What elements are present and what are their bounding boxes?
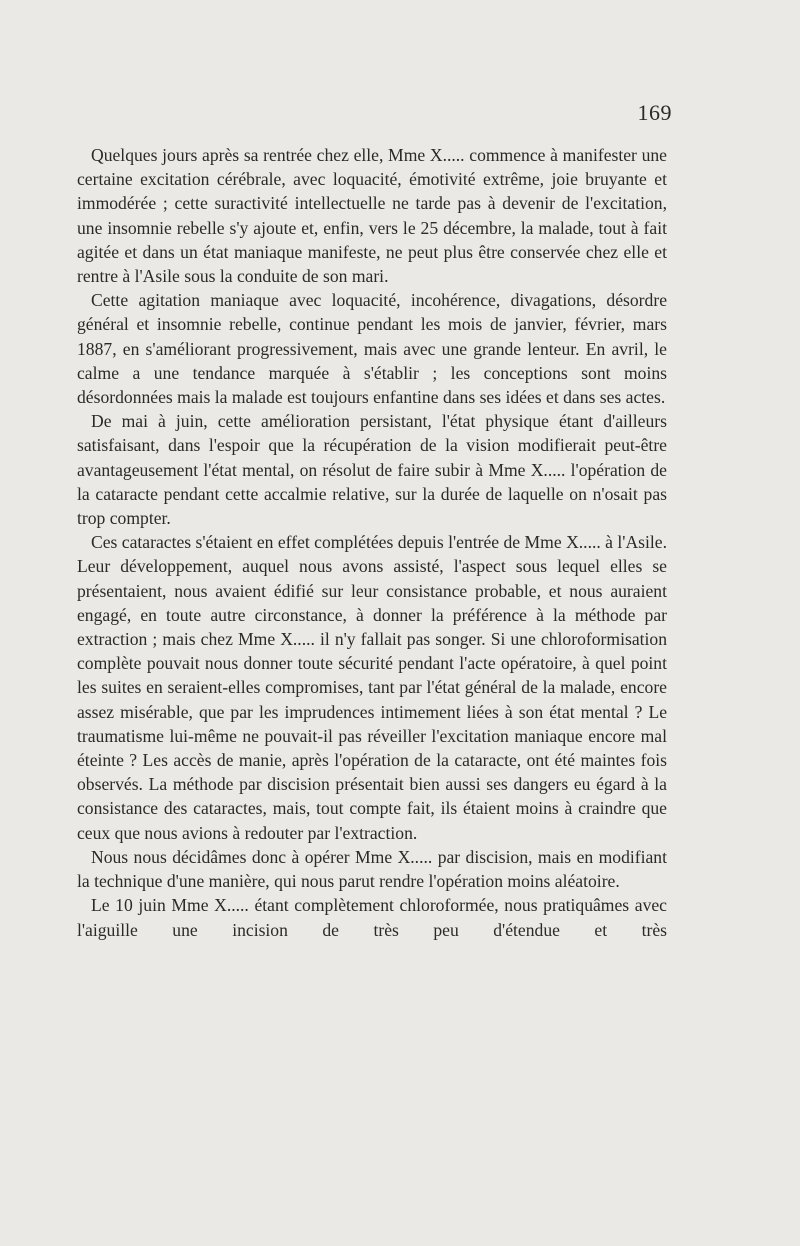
paragraph-5: Nous nous décidâmes donc à opérer Mme X..... par discision, mais en modifiant la technique d'une manière, qui nous parut rendre l'opération moins aléatoire.: [77, 846, 667, 892]
page-number: 169: [637, 100, 672, 125]
paragraph-2: Cette agitation maniaque avec loquacité, incohérence, divagations, désordre général et insomnie rebelle, continue pendant les mois de janvier, février, mars 1887, en s'améliorant progressivement, mais avec une grande lenteur. En avril, le calme a une tendance marquée à s'établir ; les conceptions sont moins désordonnées mais la malade est toujours enfantine dans ses idées et dans ses actes.: [77, 290, 667, 408]
body-text: [77, 143, 667, 942]
paragraph-3: De mai à juin, cette amélioration persistant, l'état physique étant d'ailleurs satisfaisant, dans l'espoir que la récupération de la vision modifierait peut-être avantageusement l'état mental, on résolut de faire subir à Mme X..... l'opération de la cataracte pendant cette accalmie relative, sur la durée de laquelle on n'osait pas trop compter.: [77, 411, 667, 529]
paragraph-6: Le 10 juin Mme X..... étant complètement chloroformée, nous pratiquâmes avec l'aiguille une incision de très peu d'étendue et très: [77, 895, 667, 940]
paragraph-4: Ces cataractes s'étaient en effet complétées depuis l'entrée de Mme X..... à l'Asile. Leur développement, auquel nous avons assisté, l'aspect sous lequel elles se présentaient, nous avaient édifié sur leur consistance probable, et nous auraient engagé, en toute autre circonstance, à donner la préférence à la méthode par extraction ; mais chez Mme X..... il n'y fallait pas songer. Si une chloroformisation complète pouvait nous donner toute sécurité pendant l'acte opératoire, à quel point les suites en seraient-elles compromises, tant par l'état général de la malade, encore assez misérable, que par les imprudences intimement liées à son état mental ? Le traumatisme lui-même ne pouvait-il pas réveiller l'excitation maniaque encore mal éteinte ? Les accès de manie, après l'opération de la cataracte, ont été maintes fois observés. La méthode par discision présentait bien aussi ses dangers eu égard à la consistance des cataractes, mais, tout compte fait, ils étaient moins à craindre que ceux que nous avions à redouter par l'extraction.: [77, 532, 667, 843]
paragraph-1: Quelques jours après sa rentrée chez elle, Mme X..... commence à manifester une certaine excitation cérébrale, avec loquacité, émotivité extrême, joie bruyante et immodérée ; cette suractivité intellectuelle ne tarde pas à devenir de l'excitation, une insomnie rebelle s'y ajoute et, enfin, vers le 25 décembre, la malade, tout à fait agitée et dans un état maniaque manifeste, ne peut plus être conservée chez elle et rentre à l'Asile sous la conduite de son mari.: [77, 145, 667, 287]
